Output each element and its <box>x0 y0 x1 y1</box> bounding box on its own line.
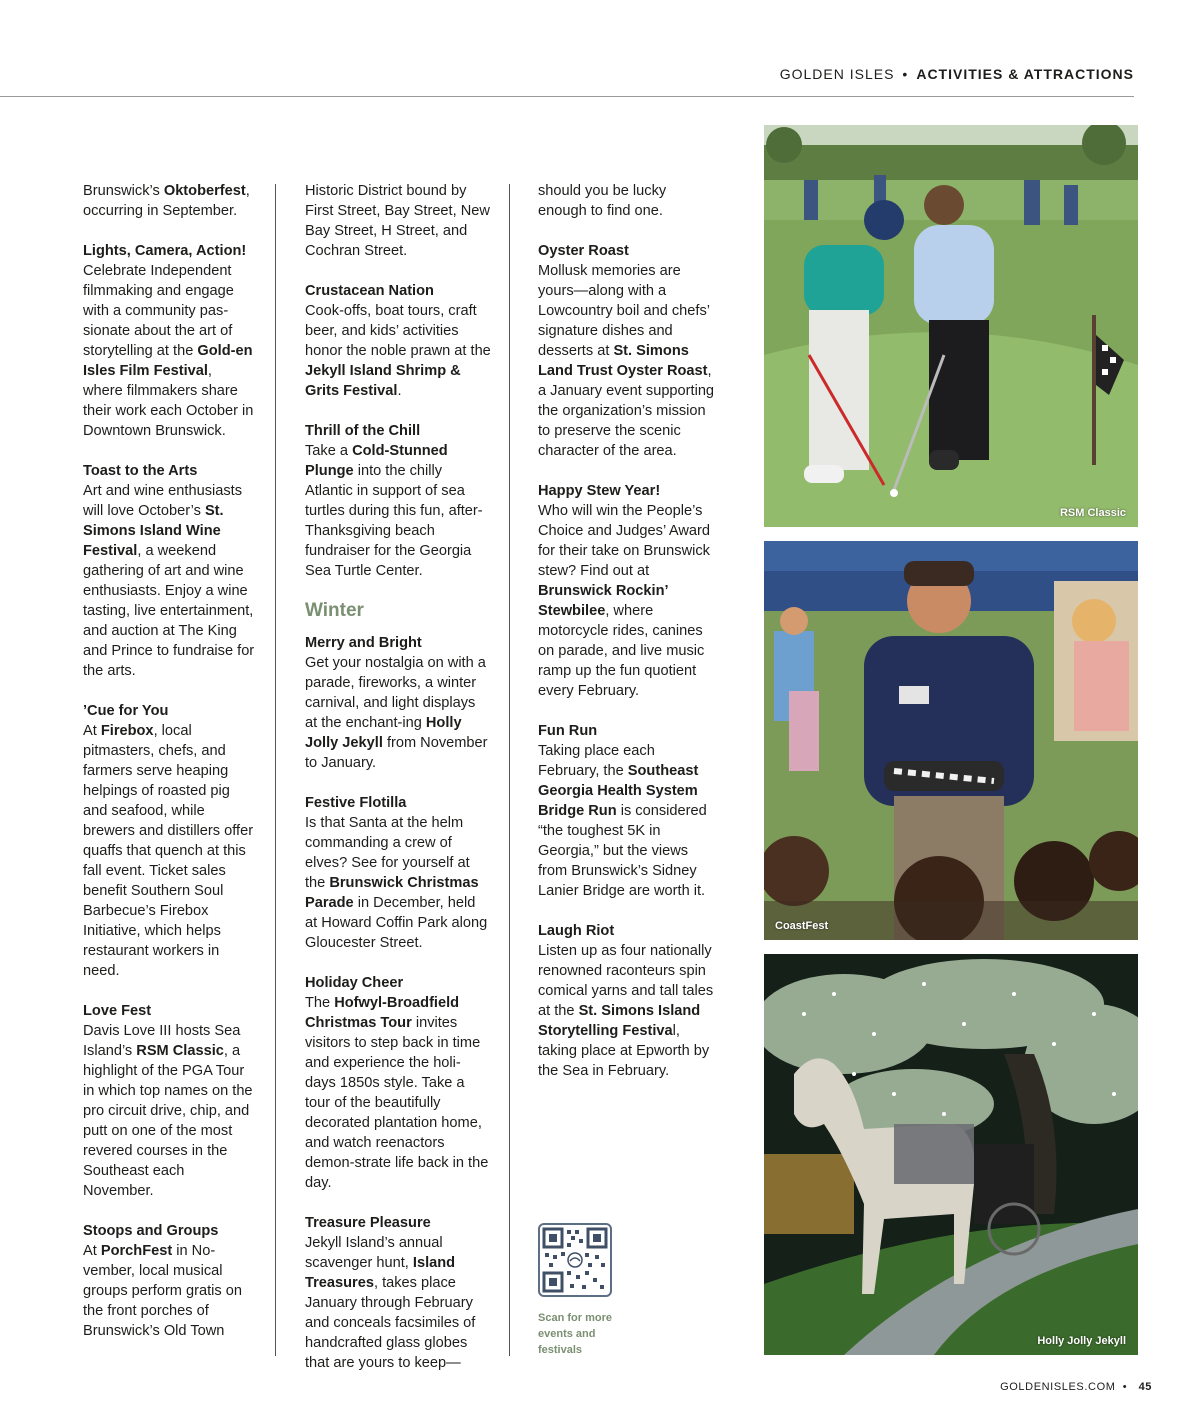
qr-caption: Scan for more events and festivals <box>538 1312 612 1356</box>
column-2 <box>305 181 491 1393</box>
photo-holly-jolly-jekyll <box>764 954 1138 1355</box>
entry-heading: Merry and Bright <box>305 635 422 651</box>
col1-intro: Brunswick’s Oktoberfest, occurring in September. <box>83 183 250 219</box>
entry-heading: ’Cue for You <box>83 703 169 719</box>
page-number: 45 <box>1138 1381 1152 1393</box>
entry-heading: Love Fest <box>83 1003 152 1019</box>
entry-toast-to-the-arts: Toast to the Arts Art and wine enthusiasts will love October’s St. Simons Island Wine Festival, a weekend gathering of art and wine enthusiasts. Enjoy a wine tasting, live entertainment, and auction at The King and Prince to fundraise for the arts. <box>83 463 255 679</box>
entry-heading: Holiday Cheer <box>305 975 404 991</box>
col3-intro: should you be lucky enough to find one. <box>538 183 667 219</box>
photo-caption: RSM Classic <box>1059 507 1126 519</box>
column-divider <box>275 184 276 1356</box>
header-category: ACTIVITIES & ATTRACTIONS <box>916 66 1134 82</box>
header-rule <box>0 96 1134 97</box>
entry-merry-and-bright: Merry and Bright Get your nostalgia on with a parade, fireworks, a winter carnival, and light displays at the enchant-ing Holly Jolly Jekyll from November to January. <box>305 633 491 773</box>
entry-heading: Fun Run <box>538 723 598 739</box>
footer-bullet: • <box>1119 1381 1131 1393</box>
entry-heading: Happy Stew Year! <box>538 483 661 499</box>
running-header <box>780 66 1134 82</box>
entry-festive-flotilla: Festive Flotilla Is that Santa at the helm commanding a crew of elves? See for yourself at the Brunswick Christmas Parade in December, held at Howard Coffin Park along Gloucester Street. <box>305 793 491 953</box>
entry-heading: Laugh Riot <box>538 923 615 939</box>
photo-coastfest <box>764 541 1138 940</box>
entry-laugh-riot: Laugh Riot Listen up as four nationally renowned raconteurs spin comical yarns and tall tales at the St. Simons Island Storytelling Festival, taking place at Epworth by the Sea in February. <box>538 921 716 1081</box>
entry-oyster-roast: Oyster Roast Mollusk memories are yours—along with a Lowcountry boil and chefs’ signature dishes and desserts at St. Simons Land Trust Oyster Roast, a January event supporting the organization’s mission to preserve the scenic character of the area. <box>538 243 715 459</box>
entry-lights-camera-action: Lights, Camera, Action! Celebrate Independent filmmaking and engage with a community pas-sionate about the art of storytelling at the Gold-en Isles Film Festival, where filmmakers share their work each October in Downtown Brunswick. <box>83 243 254 439</box>
photo-rsm-classic <box>764 125 1138 527</box>
col2-intro: Historic District bound by First Street, Bay Street, New Bay Street, H Street, and Cochran Street. <box>305 183 490 259</box>
column-divider <box>509 184 510 1356</box>
entry-heading: Stoops and Groups <box>83 1223 219 1239</box>
page-footer <box>1000 1381 1152 1393</box>
entry-heading: Treasure Pleasure <box>305 1215 431 1231</box>
entry-thrill-of-the-chill: Thrill of the Chill Take a Cold-Stunned Plunge into the chilly Atlantic in support of sea turtles during this fun, after-Thanksgiving beach fundraiser for the Georgia Sea Turtle Center. <box>305 421 491 581</box>
qr-code-icon[interactable] <box>538 1223 612 1297</box>
entry-love-fest: Love Fest Davis Love III hosts Sea Island’s RSM Classic, a highlight of the PGA Tour in which top names on the pro circuit drive, chip, and putt on one of the most revered courses in the Southeast each November. <box>83 1001 255 1201</box>
entry-fun-run: Fun Run Taking place each February, the Southeast Georgia Health System Bridge Run is considered “the toughest 5K in Georgia,” but the views from Brunswick’s Sidney Lanier Bridge are worth it. <box>538 721 716 901</box>
entry-stoops-and-groups: Stoops and Groups At PorchFest in No-vember, local musical groups perform gratis on the front porches of Brunswick’s Old Town <box>83 1221 255 1341</box>
photo-caption: Holly Jolly Jekyll <box>1037 1335 1126 1347</box>
column-1 <box>83 181 255 1361</box>
entry-heading: Crustacean Nation <box>305 283 434 299</box>
header-bullet: • <box>902 66 909 82</box>
column-3 <box>538 181 716 1101</box>
header-section: GOLDEN ISLES <box>779 66 895 82</box>
photo-caption: CoastFest <box>775 920 829 932</box>
footer-site: GOLDENISLES.COM <box>1000 1381 1116 1393</box>
entry-heading: Festive Flotilla <box>305 795 407 811</box>
season-heading-winter: Winter <box>305 600 364 621</box>
entry-heading: Lights, Camera, Action! <box>83 243 247 259</box>
entry-cue-for-you: ’Cue for You At Firebox, local pitmasters, chefs, and farmers serve heaping helpings of roasted pig and seafood, while brewers and distillers offer quaffs that quench at this fall event. Ticket sales benefit Southern Soul Barbecue’s Firebox Initiative, which helps restaurant workers in need. <box>83 703 254 979</box>
entry-heading: Oyster Roast <box>538 243 629 259</box>
entry-holiday-cheer: Holiday Cheer The Hofwyl-Broadfield Christmas Tour invites visitors to step back in time and experience the holi-days 1850s style. Take a tour of the beautifully decorated plantation home, and watch reenactors demon-strate life back in the day. <box>305 973 491 1193</box>
entry-treasure-pleasure: Treasure Pleasure Jekyll Island’s annual scavenger hunt, Island Treasures, takes place January through February and conceals facsimiles of handcrafted glass globes that are yours to keep— <box>305 1213 491 1373</box>
entry-heading: Thrill of the Chill <box>305 423 421 439</box>
entry-crustacean-nation: Crustacean Nation Cook-offs, boat tours, craft beer, and kids’ activities honor the noble prawn at the Jekyll Island Shrimp & Grits Festival. <box>305 283 491 399</box>
entry-heading: Toast to the Arts <box>83 463 198 479</box>
entry-happy-stew-year: Happy Stew Year! Who will win the People’s Choice and Judges’ Award for their take on Brunswick stew? Find out at Brunswick Rockin’ Stewbilee, where motorcycle rides, canines on parade, and live music ramp up the fun quotient every February. <box>538 481 716 701</box>
